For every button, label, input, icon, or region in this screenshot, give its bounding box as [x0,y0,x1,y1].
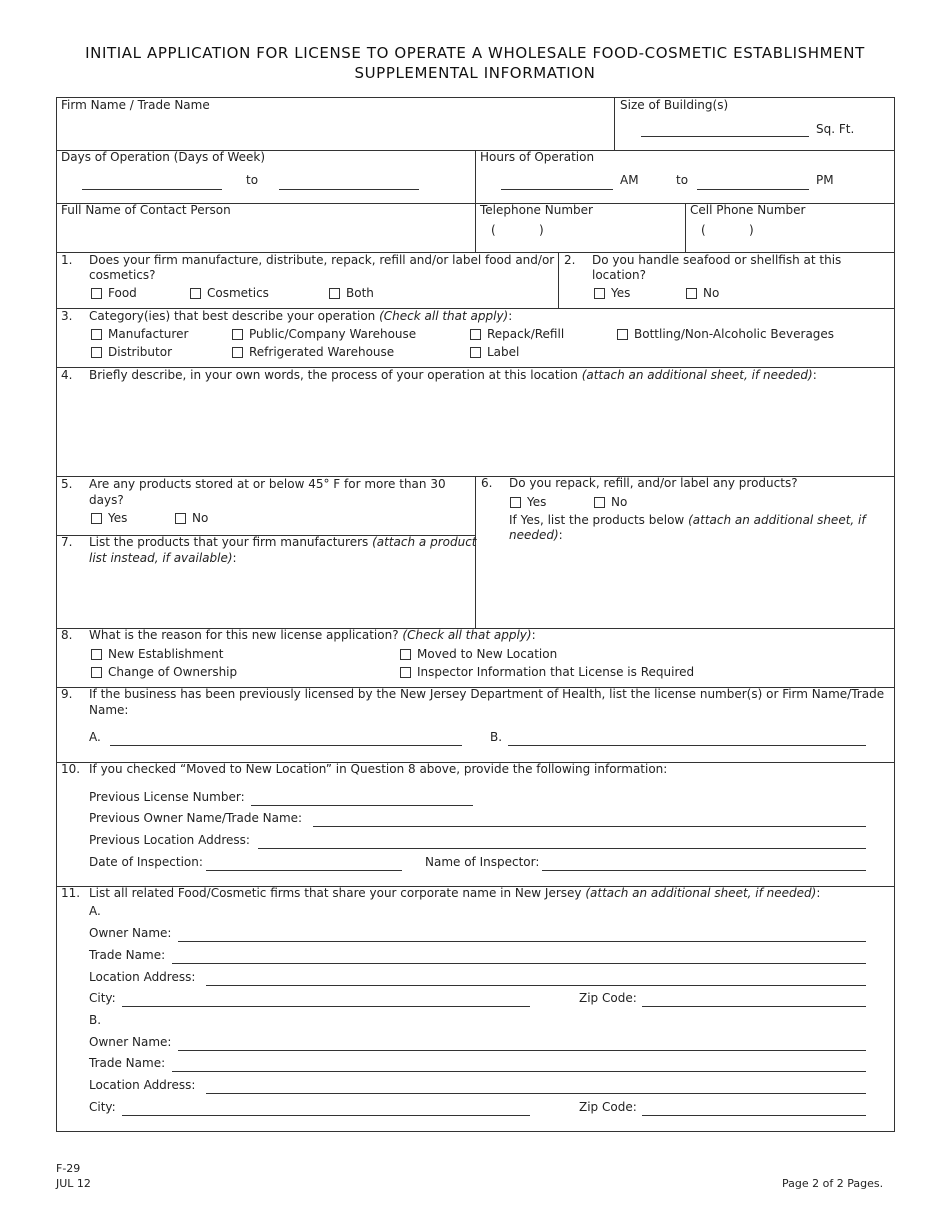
repack-yes-checkbox[interactable] [510,497,521,508]
q10-number: 10. [61,762,81,776]
b-owner-label: Owner Name: [89,1035,172,1049]
b-trade-label: Trade Name: [89,1056,166,1070]
q9-b-label: B. [490,730,503,744]
new-establishment-checkbox[interactable] [91,649,102,660]
cell-paren-open: ( [701,223,706,237]
inspector-information-checkbox[interactable] [400,667,411,678]
public-warehouse-checkbox[interactable] [232,329,243,340]
q8-number: 8. [61,628,73,642]
distributor-checkbox[interactable] [91,347,102,358]
q11-a-label: A. [89,904,101,918]
cold-storage-yes-checkbox[interactable] [91,513,102,524]
a-trade-field[interactable] [172,963,866,964]
prev-location-label: Previous Location Address: [89,833,250,847]
q5-text-line1: Are any products stored at or below 45° F for more than 30 [89,477,446,491]
cold-storage-no-checkbox[interactable] [175,513,186,524]
q7-text-line2: list instead, if available): [89,551,237,565]
refrigerated-warehouse-checkbox[interactable] [232,347,243,358]
repack-refill-label: Repack/Refill [487,327,565,341]
q11-number: 11. [61,886,81,900]
manufacturer-label: Manufacturer [108,327,189,341]
q11-b-label: B. [89,1013,102,1027]
contact-label: Full Name of Contact Person [61,203,231,217]
hours-to-field[interactable] [697,189,809,190]
q2-text-line2: location? [592,268,646,282]
a-location-label: Location Address: [89,970,196,984]
license-b-field[interactable] [508,745,866,746]
building-size-label: Size of Building(s) [620,98,729,112]
food-checkbox[interactable] [91,288,102,299]
form-title-line1: INITIAL APPLICATION FOR LICENSE TO OPERATE A WHOLESALE FOOD-COSMETIC ESTABLISHMENT [85,44,865,62]
refrigerated-warehouse-label: Refrigerated Warehouse [249,345,395,359]
a-zip-label: Zip Code: [579,991,637,1005]
days-to-field[interactable] [279,189,419,190]
cold-storage-no-label: No [192,511,209,525]
a-owner-label: Owner Name: [89,926,172,940]
name-inspector-field[interactable] [542,870,866,871]
cold-storage-yes-label: Yes [108,511,128,525]
question-4-cell[interactable] [56,367,895,477]
days-label: Days of Operation (Days of Week) [61,150,266,164]
q2-text-line1: Do you handle seafood or shellfish at this [592,253,842,267]
q6-number: 6. [481,476,493,490]
moved-location-label: Moved to New Location [417,647,558,661]
q1-text-line2: cosmetics? [89,268,156,282]
new-establishment-label: New Establishment [108,647,224,661]
seafood-yes-checkbox[interactable] [594,288,605,299]
repack-refill-checkbox[interactable] [470,329,481,340]
building-size-field[interactable] [641,136,809,137]
q6-text: Do you repack, refill, and/or label any products? [509,476,798,490]
telephone-paren-open: ( [491,223,496,237]
both-checkbox[interactable] [329,288,340,299]
cell-paren-close: ) [749,223,754,237]
q4-text: Briefly describe, in your own words, the process of your operation at this location (attach an additional sheet, if needed): [89,368,817,382]
seafood-no-checkbox[interactable] [686,288,697,299]
question-11-cell [56,886,895,1132]
repack-no-label: No [611,495,628,509]
cosmetics-label: Cosmetics [207,286,269,300]
page-number: Page 2 of 2 Pages. [782,1177,884,1190]
repack-yes-label: Yes [527,495,547,509]
q7-number: 7. [61,535,73,549]
form-number: F-29 [56,1162,81,1175]
b-owner-field[interactable] [178,1050,866,1051]
a-city-field[interactable] [122,1006,530,1007]
seafood-no-label: No [703,286,720,300]
sqft-label: Sq. Ft. [816,122,855,136]
moved-location-checkbox[interactable] [400,649,411,660]
label-option-label: Label [487,345,520,359]
hours-from-field[interactable] [501,189,613,190]
telephone-label: Telephone Number [480,203,593,217]
days-to-label: to [246,173,259,187]
both-label: Both [346,286,374,300]
q6-sub-text-line1: If Yes, list the products below (attach an additional sheet, if [509,513,866,527]
q1-text-line1: Does your firm manufacture, distribute, repack, refill and/or label food and/or [89,253,555,267]
q9-text-line2: Name: [89,703,129,717]
q2-number: 2. [564,253,576,267]
prev-owner-label: Previous Owner Name/Trade Name: [89,811,303,825]
pm-label: PM [816,173,834,187]
am-label: AM [620,173,639,187]
distributor-label: Distributor [108,345,173,359]
q6-sub-text-line2: needed): [509,528,563,542]
b-zip-label: Zip Code: [579,1100,637,1114]
a-owner-field[interactable] [178,941,866,942]
hours-to-label: to [676,173,689,187]
prev-license-field[interactable] [251,805,473,806]
q11-text: List all related Food/Cosmetic firms that share your corporate name in New Jersey (attach an additional sheet, if needed): [89,886,821,900]
inspector-information-label: Inspector Information that License is Required [417,665,695,679]
days-from-field[interactable] [82,189,222,190]
firm-name-label: Firm Name / Trade Name [61,98,210,112]
cosmetics-checkbox[interactable] [190,288,201,299]
b-location-field[interactable] [206,1093,866,1094]
food-label: Food [108,286,137,300]
q3-text: Category(ies) that best describe your operation (Check all that apply): [89,309,513,323]
change-ownership-checkbox[interactable] [91,667,102,678]
q5-number: 5. [61,477,73,491]
b-location-label: Location Address: [89,1078,196,1092]
q1-number: 1. [61,253,73,267]
bottling-checkbox[interactable] [617,329,628,340]
seafood-yes-label: Yes [611,286,631,300]
q3-number: 3. [61,309,73,323]
date-inspection-label: Date of Inspection: [89,855,203,869]
telephone-paren-close: ) [539,223,544,237]
prev-location-field[interactable] [258,848,866,849]
a-trade-label: Trade Name: [89,948,166,962]
cell-phone-label: Cell Phone Number [690,203,806,217]
b-city-label: City: [89,1100,116,1114]
prev-license-label: Previous License Number: [89,790,245,804]
q7-text-line1: List the products that your firm manufacturers (attach a product [89,535,477,549]
public-warehouse-label: Public/Company Warehouse [249,327,417,341]
b-zip-field[interactable] [642,1115,866,1116]
bottling-label: Bottling/Non-Alcoholic Beverages [634,327,835,341]
q10-text: If you checked “Moved to New Location” in Question 8 above, provide the following information: [89,762,668,776]
b-trade-field[interactable] [172,1071,866,1072]
q9-text-line1: If the business has been previously licensed by the New Jersey Department of Health, list the license number(s) or Firm Name/Trade [89,687,885,701]
name-inspector-label: Name of Inspector: [425,855,540,869]
q9-a-label: A. [89,730,101,744]
a-zip-field[interactable] [642,1006,866,1007]
a-city-label: City: [89,991,116,1005]
a-location-field[interactable] [206,985,866,986]
q9-number: 9. [61,687,73,701]
prev-owner-field[interactable] [313,826,866,827]
q4-number: 4. [61,368,73,382]
form-title-line2: SUPPLEMENTAL INFORMATION [354,64,596,82]
change-ownership-label: Change of Ownership [108,665,238,679]
q5-text-line2: days? [89,493,124,507]
manufacturer-checkbox[interactable] [91,329,102,340]
label-checkbox[interactable] [470,347,481,358]
b-city-field[interactable] [122,1115,530,1116]
date-inspection-field[interactable] [206,870,402,871]
form-date: JUL 12 [56,1177,91,1190]
hours-label: Hours of Operation [480,150,595,164]
repack-no-checkbox[interactable] [594,497,605,508]
q8-text: What is the reason for this new license application? (Check all that apply): [89,628,536,642]
license-a-field[interactable] [110,745,462,746]
